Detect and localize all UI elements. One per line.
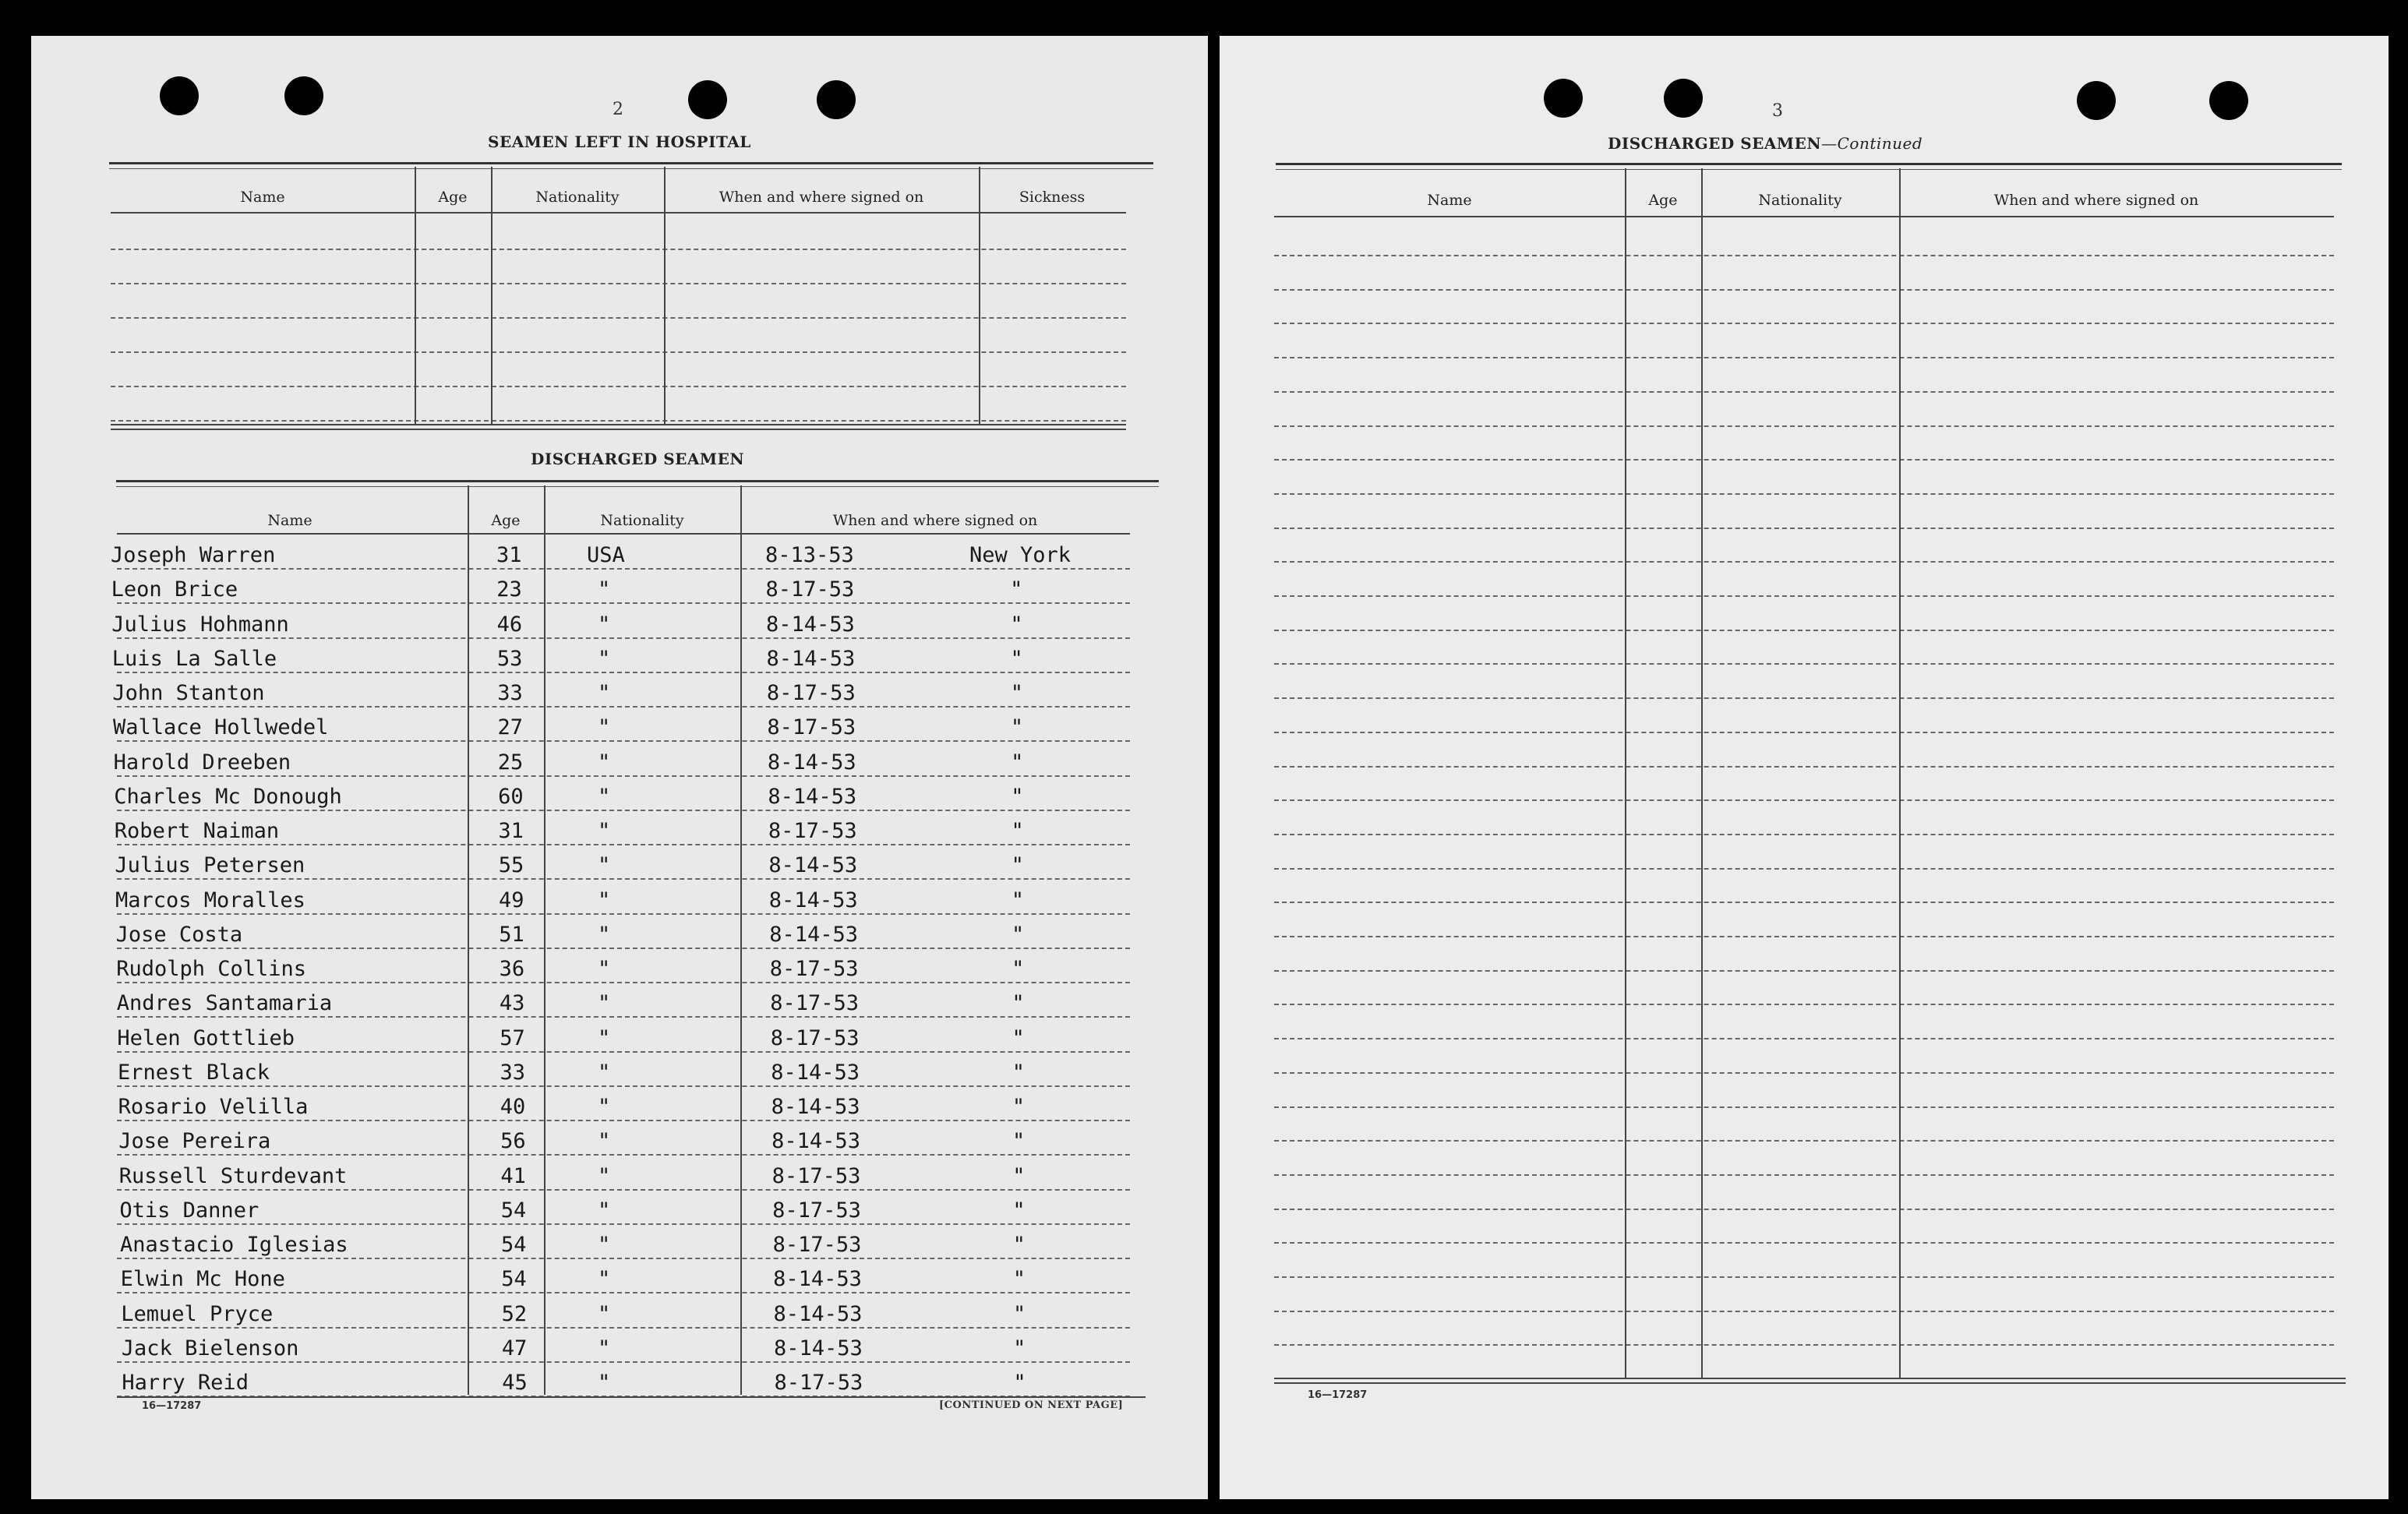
column-divider: [664, 167, 666, 424]
column-divider: [415, 167, 416, 424]
column-header: When and where signed on: [719, 189, 924, 206]
signed-on-place: ": [1011, 888, 1025, 912]
signed-on-place: ": [1012, 1233, 1026, 1257]
signed-on-place: ": [1010, 715, 1024, 740]
seaman-age: 55: [498, 853, 524, 878]
section-rule: [109, 162, 1153, 169]
signed-on-place: New York: [969, 543, 1072, 567]
row-line: [1274, 936, 2334, 937]
row-line: [1274, 1174, 2334, 1176]
seaman-nationality: ": [598, 853, 611, 878]
signed-on-date: 8-17-53: [772, 1233, 862, 1257]
row-line: [1274, 630, 2334, 631]
seaman-name: Julius Petersen: [115, 853, 305, 878]
row-line: [1274, 561, 2334, 563]
signed-on-date: 8-14-53: [769, 922, 859, 947]
row-line: [117, 672, 1130, 673]
row-line: [117, 1051, 1130, 1053]
seaman-age: 27: [497, 715, 524, 740]
punch-hole: [2077, 81, 2116, 120]
row-line: [1274, 799, 2334, 801]
row-line: [1274, 1140, 2334, 1142]
signed-on-place: ": [1013, 1336, 1026, 1360]
signed-on-date: 8-14-53: [773, 1267, 862, 1292]
signed-on-date: 8-17-53: [774, 1371, 863, 1395]
signed-on-place: ": [1011, 819, 1024, 843]
row-line: [1274, 391, 2334, 393]
signed-on-date: 8-14-53: [765, 612, 855, 637]
form-code: 16—17287: [1308, 1389, 1368, 1401]
signed-on-date: 8-14-53: [766, 646, 856, 671]
form-code: 16—17287: [142, 1400, 202, 1412]
continued-note: [CONTINUED ON NEXT PAGE]: [939, 1399, 1124, 1411]
signed-on-place: ": [1012, 1025, 1025, 1050]
row-line: [111, 317, 1126, 319]
signed-on-place: ": [1012, 991, 1025, 1016]
row-line: [1274, 493, 2334, 495]
seaman-age: 54: [501, 1233, 527, 1257]
row-line: [111, 420, 1126, 422]
seaman-nationality: ": [598, 1233, 611, 1257]
signed-on-date: 8-14-53: [771, 1129, 860, 1154]
header-rule: [117, 533, 1130, 535]
signed-on-place: ": [1012, 1301, 1026, 1326]
seaman-nationality: ": [598, 1336, 611, 1360]
row-line: [111, 351, 1126, 353]
column-header: Age: [438, 189, 468, 206]
signed-on-date: 8-17-53: [767, 715, 856, 740]
signed-on-place: ": [1012, 1163, 1026, 1188]
seaman-age: 47: [501, 1336, 528, 1360]
signed-on-place: ": [1012, 1129, 1026, 1154]
table-bottom-rule: [111, 429, 1126, 430]
right-page: [1220, 36, 2389, 1499]
seaman-nationality: ": [598, 1198, 611, 1223]
row-line: [117, 948, 1130, 949]
row-line: [1274, 902, 2334, 903]
signed-on-place: ": [1011, 750, 1024, 775]
column-header: Age: [491, 512, 521, 529]
row-line: [1274, 289, 2334, 291]
row-line: [1274, 1276, 2334, 1278]
seaman-name: Luis La Salle: [111, 646, 277, 671]
punch-hole: [2209, 81, 2248, 120]
column-header: Nationality: [1758, 192, 1842, 209]
punch-hole: [284, 76, 323, 115]
seaman-nationality: ": [598, 1267, 611, 1292]
row-line: [1274, 1311, 2334, 1312]
row-line: [1274, 323, 2334, 324]
signed-on-date: 8-14-53: [771, 1095, 860, 1119]
punch-hole: [160, 76, 199, 115]
seaman-age: 36: [499, 957, 525, 981]
row-line: [111, 386, 1126, 387]
column-divider: [1625, 168, 1626, 1378]
column-divider: [1899, 168, 1901, 1378]
punch-hole: [1664, 79, 1703, 118]
signed-on-place: ": [1010, 681, 1023, 705]
left-page: [31, 36, 1208, 1499]
row-line: [1274, 834, 2334, 835]
seaman-age: 54: [501, 1267, 527, 1292]
seaman-age: 60: [498, 784, 524, 809]
row-line: [117, 1120, 1130, 1121]
row-line: [117, 637, 1130, 639]
signed-on-place: ": [1010, 646, 1023, 671]
discharged-section-title: DISCHARGED SEAMEN: [531, 450, 745, 468]
row-line: [1274, 459, 2334, 461]
row-line: [117, 740, 1130, 742]
column-header: Name: [267, 512, 312, 529]
row-line: [1274, 425, 2334, 427]
seaman-name: Helen Gottlieb: [117, 1025, 295, 1050]
column-header: Name: [240, 189, 285, 206]
page-number: 3: [1772, 101, 1783, 121]
seaman-age: 54: [500, 1198, 527, 1223]
signed-on-date: 8-17-53: [769, 957, 859, 981]
column-divider: [979, 167, 980, 424]
seaman-nationality: ": [598, 1301, 611, 1326]
row-line: [117, 1154, 1130, 1156]
column-divider: [1701, 168, 1703, 1378]
row-line: [117, 1292, 1130, 1293]
seaman-name: Ernest Black: [118, 1060, 270, 1085]
signed-on-place: ": [1012, 1060, 1025, 1085]
signed-on-place: ": [1011, 853, 1024, 878]
row-line: [117, 913, 1130, 915]
row-line: [117, 844, 1130, 845]
column-header: When and where signed on: [832, 512, 1038, 529]
seaman-age: 51: [499, 922, 524, 947]
punch-hole: [1544, 79, 1583, 118]
row-line: [1274, 970, 2334, 972]
seaman-nationality: ": [598, 1129, 611, 1154]
seaman-nationality: ": [598, 922, 611, 947]
signed-on-date: 8-14-53: [768, 784, 857, 809]
seaman-name: Jose Costa: [115, 922, 243, 947]
row-line: [1274, 1242, 2334, 1244]
seaman-name: Wallace Hollwedel: [113, 715, 329, 740]
seaman-name: Jose Pereira: [118, 1129, 271, 1154]
seaman-name: Harold Dreeben: [113, 750, 291, 775]
seaman-age: 31: [498, 819, 524, 843]
seaman-nationality: USA: [587, 543, 625, 567]
seaman-name: Otis Danner: [119, 1198, 260, 1223]
seaman-name: Marcos Moralles: [115, 888, 305, 912]
seaman-age: 40: [500, 1095, 526, 1119]
seaman-name: Julius Hohmann: [111, 612, 289, 637]
seaman-age: 33: [497, 681, 523, 705]
signed-on-date: 8-17-53: [772, 1198, 861, 1223]
signed-on-place: ": [1012, 1095, 1026, 1119]
seaman-name: Robert Naiman: [114, 819, 280, 843]
seaman-age: 49: [499, 888, 524, 912]
row-line: [1274, 528, 2334, 529]
header-rule: [1274, 216, 2334, 217]
seaman-age: 57: [500, 1025, 525, 1050]
seaman-nationality: ": [598, 715, 611, 740]
signed-on-date: 8-14-53: [768, 888, 858, 912]
row-line: [117, 1189, 1130, 1191]
seaman-name: Elwin Mc Hone: [120, 1267, 285, 1292]
signed-on-date: 8-17-53: [771, 1163, 861, 1188]
seaman-nationality: ": [598, 957, 611, 981]
row-line: [117, 810, 1130, 811]
row-line: [117, 982, 1130, 983]
signed-on-date: 8-17-53: [766, 681, 856, 705]
row-line: [117, 878, 1130, 880]
row-line: [1274, 255, 2334, 256]
seaman-nationality: ": [598, 991, 611, 1016]
hospital-section-title: SEAMEN LEFT IN HOSPITAL: [488, 132, 751, 151]
seaman-age: 41: [500, 1163, 526, 1188]
signed-on-place: ": [1011, 922, 1025, 947]
row-line: [117, 1085, 1130, 1087]
row-line: [111, 249, 1126, 250]
row-line: [117, 1223, 1130, 1225]
continued-section-title: DISCHARGED SEAMEN—Continued: [1608, 134, 1923, 153]
seaman-name: Rosario Velilla: [118, 1095, 309, 1119]
seaman-name: Andres Santamaria: [116, 991, 333, 1016]
signed-on-date: 8-14-53: [774, 1336, 863, 1360]
seaman-age: 46: [496, 612, 523, 637]
column-header: Age: [1648, 192, 1678, 209]
seaman-nationality: ": [598, 681, 611, 705]
seaman-name: Harry Reid: [122, 1371, 249, 1395]
seaman-name: Charles Mc Donough: [114, 784, 342, 809]
punch-hole: [688, 80, 727, 119]
signed-on-place: ": [1012, 1198, 1026, 1223]
row-line: [117, 775, 1130, 777]
signed-on-place: ": [1010, 612, 1023, 637]
column-divider: [491, 167, 493, 424]
seaman-nationality: ": [598, 819, 611, 843]
signed-on-date: 8-14-53: [768, 853, 858, 878]
row-line: [117, 602, 1130, 604]
row-line: [1274, 1209, 2334, 1210]
seaman-age: 31: [496, 543, 522, 567]
row-line: [1274, 697, 2334, 699]
row-line: [1274, 766, 2334, 768]
row-line: [1274, 1106, 2334, 1108]
signed-on-date: 8-14-53: [767, 750, 856, 775]
column-header: Sickness: [1019, 189, 1086, 206]
row-line: [1274, 1038, 2334, 1039]
signed-on-date: 8-13-53: [765, 543, 854, 567]
table-bottom-rule: [1274, 1382, 2346, 1384]
column-divider: [544, 485, 546, 1395]
table-bottom-rule: [117, 1396, 1146, 1398]
signed-on-date: 8-14-53: [771, 1060, 860, 1085]
seaman-age: 25: [497, 750, 524, 775]
column-header: Nationality: [600, 512, 684, 529]
row-line: [117, 1361, 1130, 1363]
column-divider: [740, 485, 742, 1395]
signed-on-place: ": [1011, 784, 1024, 809]
row-line: [117, 1258, 1130, 1259]
row-line: [1274, 357, 2334, 358]
seaman-name: Anastacio Iglesias: [120, 1233, 348, 1257]
row-line: [1274, 663, 2334, 665]
column-header: When and where signed on: [1993, 192, 2199, 209]
table-bottom-rule: [111, 424, 1126, 425]
seaman-nationality: ": [598, 1025, 611, 1050]
row-line: [117, 706, 1130, 708]
seaman-nationality: ": [598, 888, 611, 912]
seaman-name: Leon Brice: [111, 577, 238, 602]
seaman-nationality: ": [598, 612, 611, 637]
signed-on-date: 8-17-53: [770, 991, 860, 1016]
row-line: [1274, 868, 2334, 870]
seaman-nationality: ": [598, 646, 611, 671]
seaman-nationality: ": [598, 1060, 611, 1085]
seaman-age: 45: [502, 1371, 528, 1395]
seaman-age: 56: [500, 1129, 526, 1154]
seaman-nationality: ": [598, 1371, 611, 1395]
seaman-name: Joseph Warren: [111, 543, 276, 567]
seaman-age: 52: [501, 1301, 528, 1326]
seaman-age: 23: [496, 577, 522, 602]
seaman-name: Jack Bielenson: [121, 1336, 299, 1360]
seaman-nationality: ": [598, 750, 611, 775]
column-header: Name: [1427, 192, 1472, 209]
punch-hole: [817, 80, 856, 119]
seaman-nationality: ": [598, 1163, 611, 1188]
signed-on-date: 8-17-53: [768, 819, 857, 843]
seaman-name: John Stanton: [112, 681, 265, 705]
seaman-name: Russell Sturdevant: [118, 1163, 348, 1188]
seaman-nationality: ": [598, 1095, 611, 1119]
column-header: Nationality: [535, 189, 620, 206]
row-line: [1274, 1344, 2334, 1346]
row-line: [1274, 1072, 2334, 1074]
row-line: [1274, 595, 2334, 597]
seaman-age: 33: [500, 1060, 526, 1085]
signed-on-place: ": [1013, 1371, 1026, 1395]
table-bottom-rule: [1274, 1378, 2346, 1379]
signed-on-place: ": [1012, 1267, 1026, 1292]
section-rule: [116, 480, 1159, 487]
row-line: [117, 1016, 1130, 1018]
signed-on-date: 8-14-53: [773, 1301, 863, 1326]
signed-on-date: 8-17-53: [770, 1025, 860, 1050]
header-rule: [111, 212, 1126, 214]
row-line: [117, 568, 1130, 570]
seaman-name: Rudolph Collins: [116, 957, 307, 981]
column-divider: [468, 485, 469, 1395]
row-line: [1274, 1004, 2334, 1005]
signed-on-place: ": [1010, 577, 1023, 602]
seaman-nationality: ": [598, 577, 611, 602]
row-line: [1274, 732, 2334, 733]
page-number: 2: [613, 100, 623, 119]
seaman-nationality: ": [598, 784, 611, 809]
signed-on-date: 8-17-53: [765, 577, 855, 602]
seaman-age: 43: [499, 991, 525, 1016]
row-line: [111, 283, 1126, 284]
seaman-name: Lemuel Pryce: [121, 1301, 274, 1326]
seaman-age: 53: [496, 646, 523, 671]
row-line: [117, 1327, 1130, 1329]
signed-on-place: ": [1012, 957, 1025, 981]
section-rule: [1276, 163, 2342, 170]
